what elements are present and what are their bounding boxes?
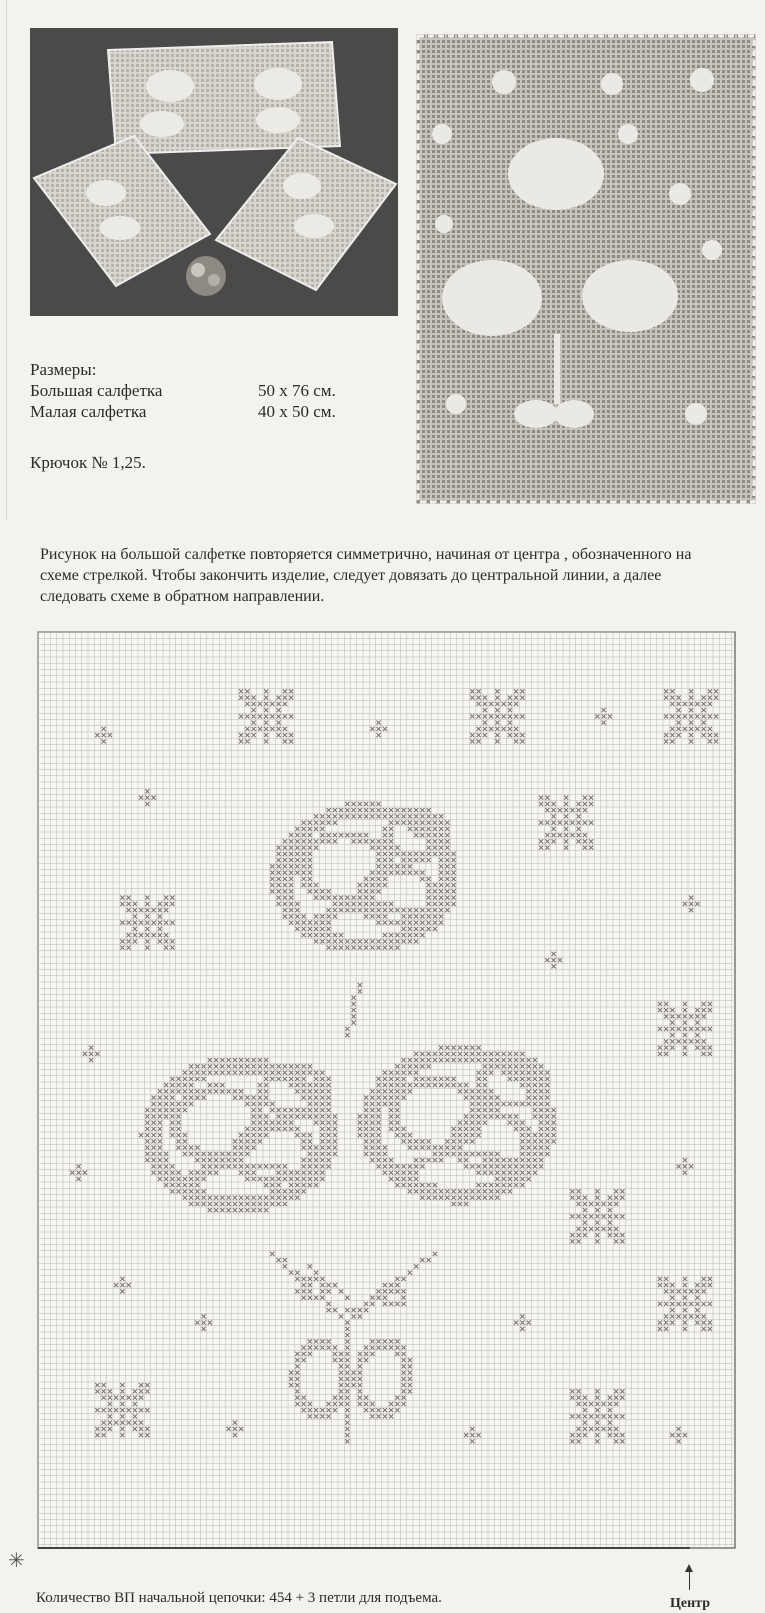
chain-count-text: Количество ВП начальной цепочки: 454 + 3 петли для подъема. [36, 1590, 442, 1606]
size-value: 40 x 50 см. [258, 402, 336, 421]
instruction-paragraph: Рисунок на большой салфетке повторяется симметрично, начиная от центра , обозначенного на схеме стрелкой. Чтобы закончить изделие, следует довязать до центральной линии, а далее следовать схеме в обратном направлении. [40, 546, 692, 605]
center-label: Центр [670, 1596, 711, 1611]
size-label: Большая салфетка [30, 381, 163, 400]
hook-size: Крючок № 1,25. [30, 453, 146, 472]
size-value: 50 x 76 см. [258, 381, 336, 400]
center-arrow-icon [689, 1566, 690, 1590]
sizes-heading: Размеры: [30, 360, 97, 379]
asterisk-icon: ✳ [8, 1550, 25, 1572]
size-label: Малая салфетка [30, 402, 147, 421]
